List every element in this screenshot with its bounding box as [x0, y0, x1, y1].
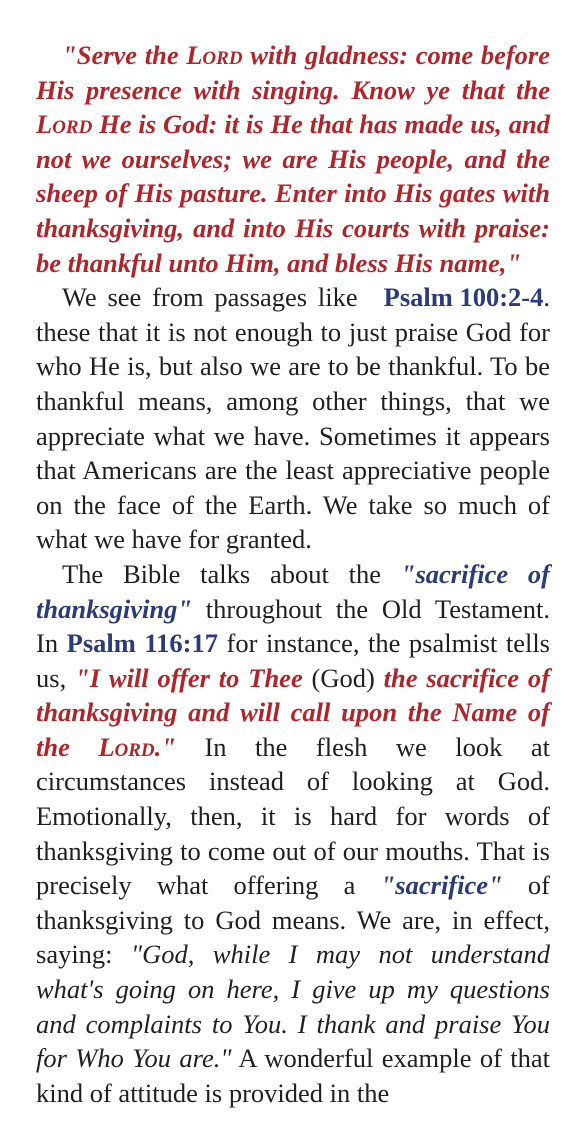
scripture-quote [36, 40, 550, 278]
page-content [36, 38, 550, 1110]
emphasis-word: "sacrifice" [380, 870, 503, 901]
body-text: A wonderful example of that kind of attitude is provided in the [36, 1043, 550, 1108]
scripture-reference: Psalm 116:17 [66, 628, 218, 659]
paragraph-sacrifice-of-thanksgiving [36, 557, 550, 1111]
quote-text: with gladness: come before His presence with singing. Know ye that the [36, 40, 550, 105]
quote-text: the sacrifice of thanksgiving and will call upon the Name of the [36, 662, 550, 762]
body-text: for instance, the psalmist tells us, [36, 628, 550, 693]
body-text: (God) [302, 662, 384, 693]
quote-text: "Serve the [62, 40, 187, 70]
body-text: In the flesh we look at circumstances instead of looking at God. Emotionally, then, it is hard for words of thanksgiving to come out of our mouths. That is precisely what offering a [36, 731, 550, 901]
quote-text: He is God: it is He that has made us, and not we ourselves; we are His people, and the sheep of His pasture. Enter into His gates with thanksgiving, and into His courts with praise: be thankful unto Him, and bless His name," [36, 109, 550, 278]
lord-small-caps: Lord [98, 731, 155, 762]
body-text: We see from passages like these that it is not enough to just praise God for who He is, but also we are to be thankful. To be thankful means, among other things, that we appreciate what we have. Sometimes it appears that Americans are the least appreciative people on the face of the Earth. We take so much of what we have for granted. [36, 282, 550, 555]
paragraph-psalm-100-quote [36, 38, 550, 313]
reference-text: Psalm 100:2-4 [383, 282, 544, 313]
scripture-reference [358, 280, 550, 315]
body-text: The Bible talks about the [62, 558, 401, 589]
body-text: throughout the Old Testament. In [36, 593, 550, 659]
paragraph-thankfulness [36, 280, 550, 557]
body-text: of thanksgiving to God means. We are, in effect, saying: [36, 870, 551, 970]
italic-prayer-quote: "God, while I may not understand what's going on here, I give up my questions and complaints to You. I thank and praise You for Who You are." [36, 939, 550, 1074]
quote-text: ." [154, 731, 176, 762]
scripture-quote: "I will offer to Thee [75, 662, 303, 693]
reference-period: . [543, 282, 550, 313]
emphasis-phrase: "sacrifice of thanksgiving" [36, 558, 550, 624]
lord-small-caps: Lord [186, 40, 243, 70]
lord-small-caps: Lord [36, 109, 93, 140]
